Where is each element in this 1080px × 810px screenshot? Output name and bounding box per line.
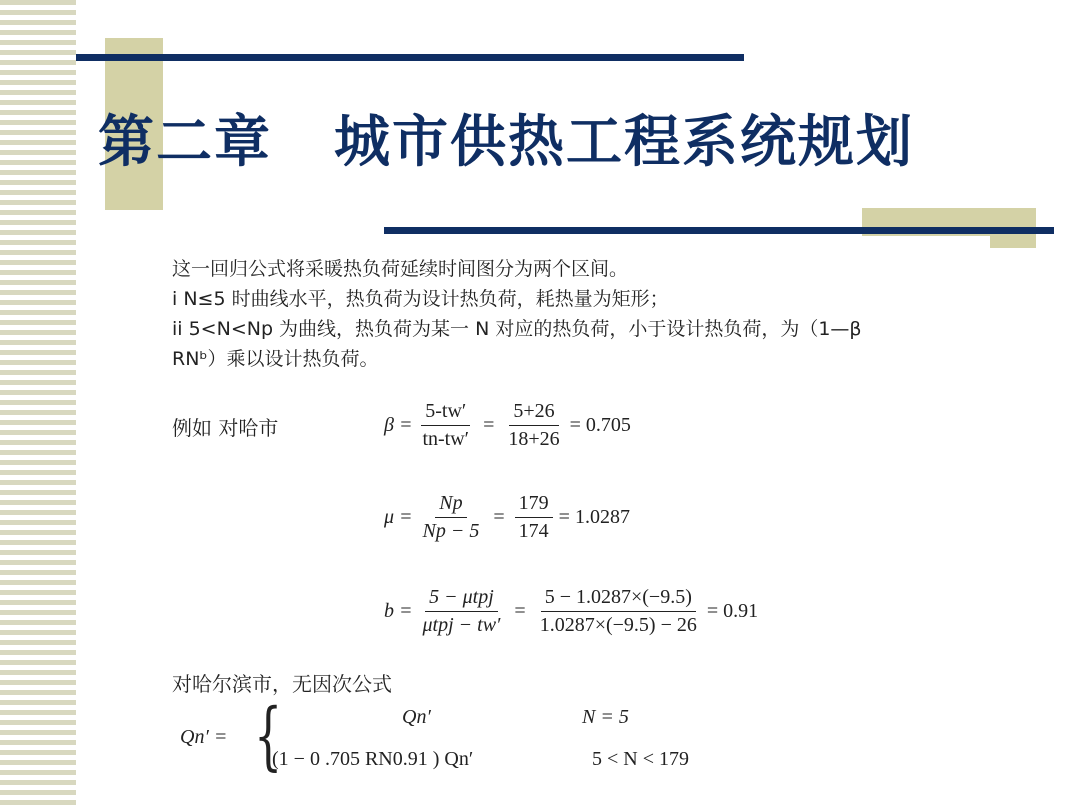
mu-frac2-den: 174 [518,520,549,542]
beta-frac1-den: tn-tw′ [422,428,470,450]
beta-fraction-numeric [504,400,563,451]
harbin-label: 对哈尔滨市，无因次公式 [172,672,392,696]
b-frac1-den: μtpj − tw′ [422,614,501,636]
intro-line-2: i N≤5 时曲线水平，热负荷为设计热负荷，耗热量为矩形； [172,288,669,310]
b-frac2-den: 1.0287×(−9.5) − 26 [539,614,697,636]
title-subject: 城市供热工程系统规划 [334,109,914,175]
case1-expression: Qn′ [402,706,431,728]
beta-frac2-den: 18+26 [508,428,560,450]
corner-tan-block-lower [990,236,1036,248]
beta-lhs: β = [384,414,413,436]
example-label: 例如 对哈市 [172,416,279,440]
b-lhs: b = [384,600,413,622]
piecewise-formula [172,693,772,780]
mu-fraction-symbolic [419,492,484,543]
intro-text [172,254,992,374]
b-fraction-numeric [536,586,701,637]
b-fraction-symbolic [419,586,505,637]
beta-result: = 0.705 [569,414,631,436]
intro-line-1: 这一回归公式将采暖热负荷延续时间图分为两个区间。 [172,258,629,280]
piecewise-lhs: Qn′ = [180,726,228,748]
b-frac1-num: 5 − μtpj [425,586,498,612]
left-brace: { [254,693,283,779]
left-stripe-decoration [0,0,76,810]
mid-rule [384,227,1054,234]
slide-title [98,98,914,178]
formula-mu: μ = $\frac{Np}{Np - 5}$ = $\frac{179}{174}$ = 1.0287 [384,492,630,542]
beta-frac2-num: 5+26 [509,400,558,426]
intro-line-4: RNᵇ）乘以设计热负荷。 [172,348,379,370]
case2-expression: (1 − 0 .705 RN0.91 ) Qn′ [272,748,474,770]
intro-line-3: ii 5<N<Np 为曲线，热负荷为某一 N 对应的热负荷，小于设计热负荷，为（1—β [172,318,862,340]
formula-b: b = $\frac{\text{5 − μtpj}}{\text{μtpj − tw′}}$ = $\frac{5 - 1.0287\times(-9.5)}{1.0287\times(-9.5) - 26}$ = 0.91 [384,586,759,636]
b-frac2-num: 5 − 1.0287×(−9.5) [541,586,696,612]
beta-frac1-num: 5-tw′ [421,400,470,426]
mu-result: = 1.0287 [558,506,630,528]
case1-condition: N = 5 [582,706,629,728]
beta-fraction-symbolic [418,400,473,451]
formula-beta: β = $\frac{5-tw'}{tn-tw'}$ = $\frac{5+26}{18+26}$ = 0.705 [384,400,631,450]
mu-fraction-numeric [515,492,553,543]
mu-frac1-num: Np [435,492,466,518]
mu-lhs: μ = [384,506,413,528]
mu-frac1-den: Np − 5 [422,520,480,542]
b-result: = 0.91 [706,600,759,622]
top-rule [76,54,744,61]
title-chapter: 第二章 [98,109,272,175]
mu-frac2-num: 179 [515,492,553,518]
case2-condition: 5 < N < 179 [592,748,690,770]
